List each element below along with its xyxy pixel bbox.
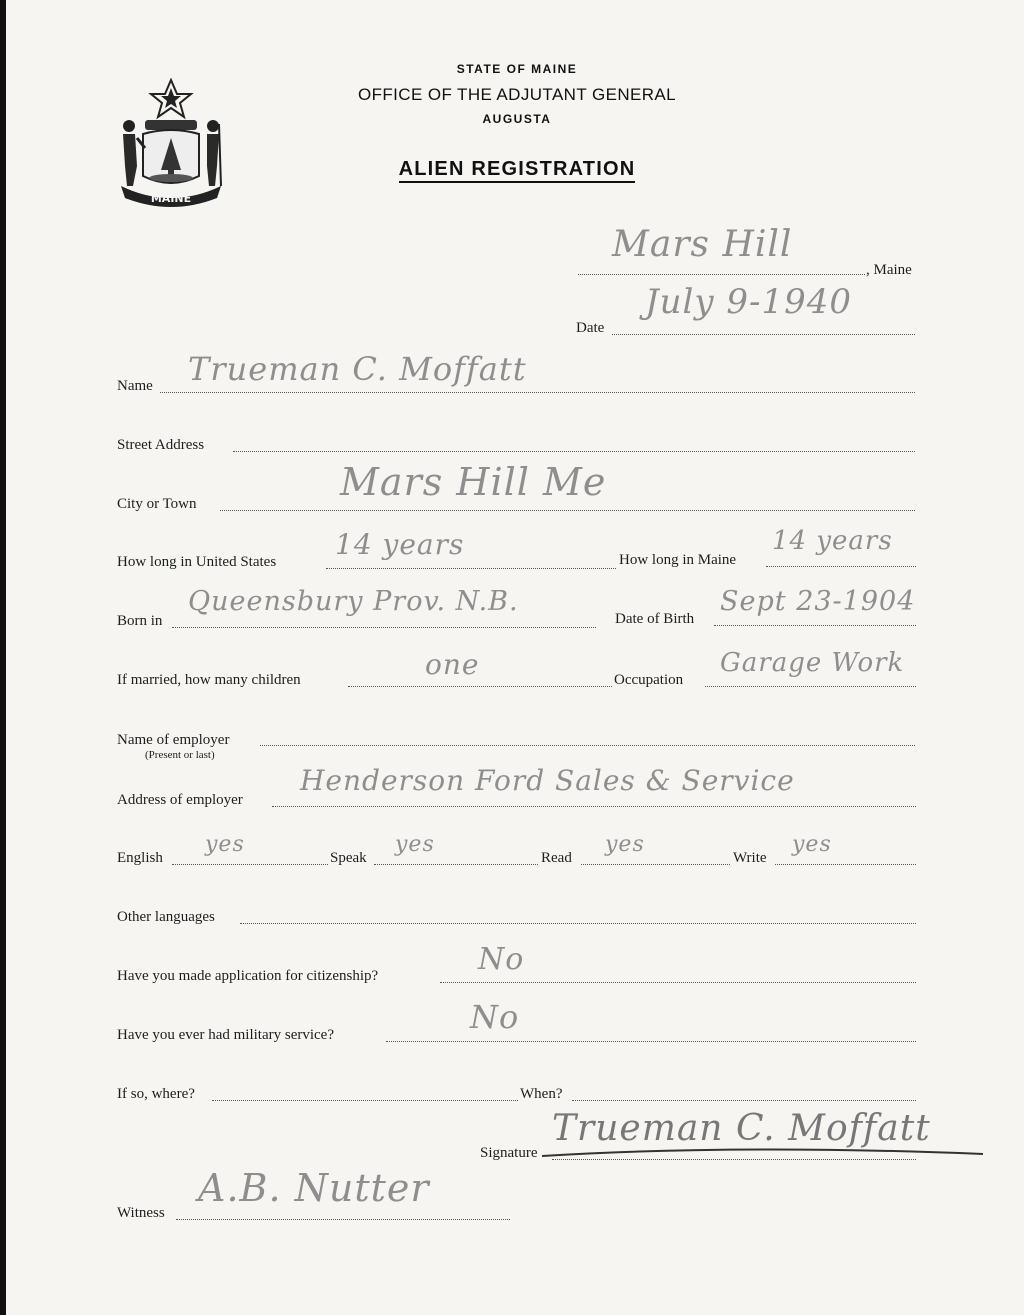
form-title-text: ALIEN REGISTRATION (399, 158, 636, 183)
witness-label: Witness (117, 1205, 165, 1221)
witness-line (176, 1219, 510, 1220)
date-value: July 9-1940 (645, 282, 853, 322)
children-value: one (425, 648, 480, 681)
years-maine-line (766, 566, 916, 567)
employer-address-label: Address of employer (117, 792, 243, 808)
born-value: Queensbury Prov. N.B. (188, 586, 519, 617)
name-value: Trueman C. Moffatt (188, 350, 527, 388)
signature-label: Signature (480, 1145, 538, 1161)
date-label: Date (576, 320, 605, 336)
street-label: Street Address (117, 437, 205, 453)
years-us-value: 14 years (335, 528, 465, 561)
dob-value: Sept 23-1904 (720, 586, 916, 617)
signature-value: Trueman C. Moffatt (552, 1108, 931, 1149)
english-line (172, 864, 328, 865)
other-languages-label: Other languages (117, 909, 215, 925)
when-label: When? (520, 1086, 563, 1102)
seal-text: MAINE (150, 192, 192, 205)
occupation-line (705, 686, 916, 687)
date-line (612, 334, 915, 335)
street-line (233, 451, 915, 452)
city-line (220, 510, 915, 511)
write-line (775, 864, 916, 865)
english-value: yes (205, 832, 245, 857)
years-us-line (326, 568, 616, 569)
military-line (386, 1041, 916, 1042)
dob-line (714, 625, 916, 626)
english-label: English (117, 850, 163, 866)
citizenship-label: Have you made application for citizenship? (117, 968, 379, 984)
city-label: City or Town (117, 496, 197, 512)
citizenship-line (440, 982, 916, 983)
where-line (212, 1100, 518, 1101)
city-heading: AUGUSTA (482, 112, 552, 126)
other-languages-line (240, 923, 916, 924)
born-label: Born in (117, 613, 163, 629)
children-line (348, 686, 612, 687)
dob-label: Date of Birth (615, 611, 695, 627)
read-value: yes (605, 832, 645, 857)
town-value: Mars Hill (612, 224, 793, 265)
read-line (581, 864, 730, 865)
office-heading: OFFICE OF THE ADJUTANT GENERAL (357, 85, 677, 104)
employer-address-line (272, 806, 916, 807)
read-label: Read (541, 850, 572, 866)
employer-name-label: Name of employer (117, 732, 230, 748)
military-label: Have you ever had military service? (117, 1027, 334, 1043)
children-label: If married, how many children (117, 672, 301, 688)
form-title (5, 158, 1024, 181)
speak-value: yes (395, 832, 435, 857)
years-maine-value: 14 years (772, 526, 893, 556)
born-line (172, 627, 596, 628)
employer-address-value: Henderson Ford Sales & Service (300, 764, 795, 797)
name-label: Name (117, 378, 153, 394)
occupation-value: Garage Work (720, 648, 905, 678)
signature-underline (540, 1140, 985, 1160)
write-value: yes (792, 832, 832, 857)
years-us-label: How long in United States (117, 554, 277, 570)
scan-edge (0, 0, 6, 1315)
speak-line (374, 864, 538, 865)
name-line (160, 392, 915, 393)
write-label: Write (733, 850, 767, 866)
town-line (578, 274, 865, 275)
years-maine-label: How long in Maine (619, 552, 737, 568)
when-line (572, 1100, 916, 1101)
town-suffix: , Maine (866, 262, 912, 278)
state-heading: STATE OF MAINE (456, 62, 578, 76)
citizenship-value: No (478, 942, 525, 977)
speak-label: Speak (330, 850, 367, 866)
military-value: No (470, 998, 520, 1036)
city-value: Mars Hill Me (340, 460, 607, 504)
where-label: If so, where? (117, 1086, 195, 1102)
employer-name-sublabel: (Present or last) (145, 749, 215, 761)
witness-value: A.B. Nutter (198, 1166, 430, 1210)
occupation-label: Occupation (614, 672, 684, 688)
employer-name-line (260, 745, 915, 746)
